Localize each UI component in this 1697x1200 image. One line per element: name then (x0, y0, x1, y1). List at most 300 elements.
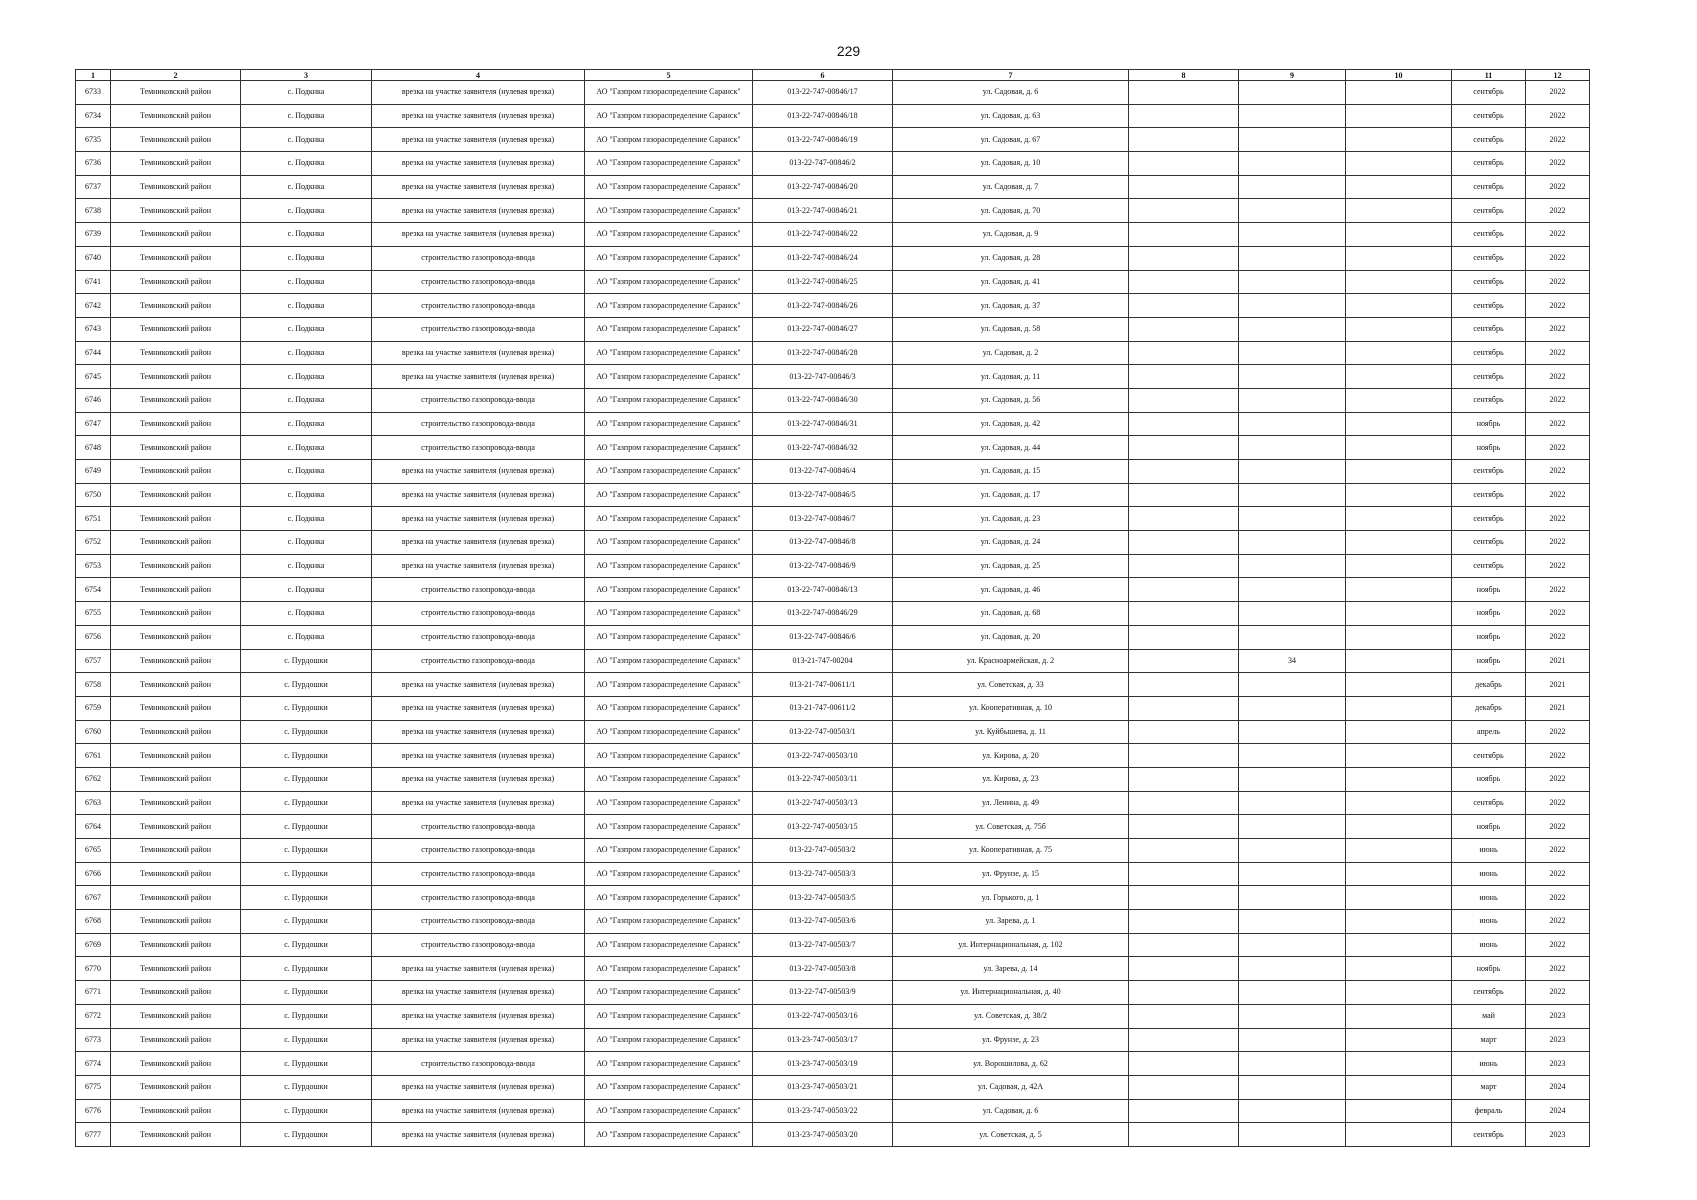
table-row (76, 649, 1590, 673)
table-cell-col-10 (1346, 412, 1452, 436)
table-row (76, 507, 1590, 531)
table-cell-col-11: ноябрь (1452, 957, 1526, 981)
table-cell-col-4: строительство газопровода-ввода (372, 294, 585, 318)
table-cell-col-4: врезка на участке заявителя (нулевая врезка) (372, 767, 585, 791)
table-cell-col-6: 013-22-747-00503/7 (753, 933, 893, 957)
table-cell-col-9 (1239, 317, 1346, 341)
table-cell-col-8 (1129, 981, 1239, 1005)
table-cell-col-7: ул. Садовая, д. 6 (893, 1099, 1129, 1123)
table-cell-col-6: 013-22-747-00503/5 (753, 886, 893, 910)
table-cell-col-6: 013-22-747-00846/9 (753, 554, 893, 578)
table-cell-col-2: Темниковский район (111, 175, 241, 199)
table-cell-col-6: 013-22-747-00846/18 (753, 104, 893, 128)
table-cell-col-3: с. Пурдошки (241, 1099, 372, 1123)
table-cell-col-2: Темниковский район (111, 81, 241, 105)
table-cell-col-4: строительство газопровода-ввода (372, 862, 585, 886)
table-cell-col-11: сентябрь (1452, 365, 1526, 389)
table-cell-col-7: ул. Садовая, д. 56 (893, 388, 1129, 412)
table-cell-col-5: АО "Газпром газораспределение Саранск" (585, 531, 753, 555)
table-cell-col-9 (1239, 436, 1346, 460)
table-cell-col-4: врезка на участке заявителя (нулевая врезка) (372, 1099, 585, 1123)
table-cell-col-4: врезка на участке заявителя (нулевая врезка) (372, 1004, 585, 1028)
table-cell-col-7: ул. Фрунзе, д. 15 (893, 862, 1129, 886)
table-cell-col-10 (1346, 886, 1452, 910)
table-row (76, 1028, 1590, 1052)
table-cell-col-12: 2022 (1526, 223, 1590, 247)
table-cell-col-10 (1346, 365, 1452, 389)
table-cell-col-11: сентябрь (1452, 199, 1526, 223)
table-cell-col-12: 2022 (1526, 388, 1590, 412)
table-cell-col-6: 013-22-747-00846/31 (753, 412, 893, 436)
table-cell-col-6: 013-23-747-00503/19 (753, 1052, 893, 1076)
table-cell-col-2: Темниковский район (111, 460, 241, 484)
table-cell-col-6: 013-22-747-00846/30 (753, 388, 893, 412)
table-cell-col-2: Темниковский район (111, 104, 241, 128)
table-cell-col-2: Темниковский район (111, 720, 241, 744)
table-cell-col-10 (1346, 720, 1452, 744)
table-cell-col-8 (1129, 554, 1239, 578)
table-row (76, 767, 1590, 791)
table-row (76, 910, 1590, 934)
table-cell-col-4: врезка на участке заявителя (нулевая врезка) (372, 673, 585, 697)
table-cell-col-9 (1239, 1052, 1346, 1076)
table-cell-col-10 (1346, 507, 1452, 531)
table-cell-col-11: сентябрь (1452, 104, 1526, 128)
table-row (76, 744, 1590, 768)
table-cell-col-8 (1129, 152, 1239, 176)
table-row (76, 933, 1590, 957)
table-cell-col-8 (1129, 957, 1239, 981)
table-cell-col-10 (1346, 910, 1452, 934)
table-cell-col-7: ул. Садовая, д. 67 (893, 128, 1129, 152)
table-cell-col-5: АО "Газпром газораспределение Саранск" (585, 886, 753, 910)
table-row (76, 696, 1590, 720)
table-cell-col-5: АО "Газпром газораспределение Саранск" (585, 128, 753, 152)
table-cell-col-12: 2022 (1526, 815, 1590, 839)
table-cell-col-4: врезка на участке заявителя (нулевая врезка) (372, 199, 585, 223)
table-cell-col-5: АО "Газпром газораспределение Саранск" (585, 767, 753, 791)
table-cell-col-1: 6739 (76, 223, 111, 247)
table-row (76, 791, 1590, 815)
table-cell-col-8 (1129, 104, 1239, 128)
table-cell-col-9 (1239, 128, 1346, 152)
table-cell-col-3: с. Подкнка (241, 246, 372, 270)
table-cell-col-11: июнь (1452, 1052, 1526, 1076)
table-cell-col-4: строительство газопровода-ввода (372, 886, 585, 910)
table-cell-col-2: Темниковский район (111, 223, 241, 247)
table-cell-col-3: с. Пурдошки (241, 957, 372, 981)
table-cell-col-9 (1239, 815, 1346, 839)
table-cell-col-10 (1346, 981, 1452, 1005)
table-cell-col-2: Темниковский район (111, 696, 241, 720)
table-cell-col-10 (1346, 175, 1452, 199)
table-cell-col-8 (1129, 767, 1239, 791)
table-cell-col-1: 6773 (76, 1028, 111, 1052)
table-cell-col-12: 2022 (1526, 791, 1590, 815)
table-cell-col-5: АО "Газпром газораспределение Саранск" (585, 1123, 753, 1147)
table-cell-col-5: АО "Газпром газораспределение Саранск" (585, 175, 753, 199)
table-cell-col-7: ул. Кооперативная, д. 75 (893, 839, 1129, 863)
table-cell-col-8 (1129, 815, 1239, 839)
table-cell-col-6: 013-22-747-00846/25 (753, 270, 893, 294)
table-cell-col-1: 6737 (76, 175, 111, 199)
table-cell-col-7: ул. Садовая, д. 63 (893, 104, 1129, 128)
table-cell-col-8 (1129, 791, 1239, 815)
table-cell-col-5: АО "Газпром газораспределение Саранск" (585, 673, 753, 697)
table-cell-col-5: АО "Газпром газораспределение Саранск" (585, 388, 753, 412)
table-row (76, 223, 1590, 247)
table-cell-col-9 (1239, 483, 1346, 507)
table-row (76, 294, 1590, 318)
table-cell-col-1: 6768 (76, 910, 111, 934)
table-cell-col-6: 013-22-747-00846/29 (753, 602, 893, 626)
table-cell-col-8 (1129, 862, 1239, 886)
table-cell-col-3: с. Подкнка (241, 412, 372, 436)
table-cell-col-6: 013-22-747-00846/6 (753, 625, 893, 649)
table-row (76, 365, 1590, 389)
table-cell-col-7: ул. Садовая, д. 44 (893, 436, 1129, 460)
table-cell-col-4: строительство газопровода-ввода (372, 270, 585, 294)
table-cell-col-1: 6766 (76, 862, 111, 886)
table-cell-col-6: 013-22-747-00846/19 (753, 128, 893, 152)
table-cell-col-4: врезка на участке заявителя (нулевая врезка) (372, 152, 585, 176)
column-header-1: 1 (76, 70, 111, 81)
table-cell-col-9 (1239, 981, 1346, 1005)
table-cell-col-3: с. Подкнка (241, 365, 372, 389)
table-cell-col-3: с. Подкнка (241, 625, 372, 649)
table-cell-col-9 (1239, 81, 1346, 105)
table-cell-col-1: 6754 (76, 578, 111, 602)
table-cell-col-4: врезка на участке заявителя (нулевая врезка) (372, 1075, 585, 1099)
table-cell-col-2: Темниковский район (111, 673, 241, 697)
table-cell-col-5: АО "Газпром газораспределение Саранск" (585, 602, 753, 626)
table-row (76, 839, 1590, 863)
table-cell-col-9 (1239, 270, 1346, 294)
table-cell-col-10 (1346, 933, 1452, 957)
table-cell-col-5: АО "Газпром газораспределение Саранск" (585, 578, 753, 602)
table-cell-col-4: врезка на участке заявителя (нулевая врезка) (372, 341, 585, 365)
table-cell-col-11: март (1452, 1028, 1526, 1052)
table-cell-col-9 (1239, 578, 1346, 602)
table-cell-col-11: сентябрь (1452, 981, 1526, 1005)
table-cell-col-2: Темниковский район (111, 483, 241, 507)
table-cell-col-11: сентябрь (1452, 744, 1526, 768)
table-cell-col-7: ул. Садовая, д. 42А (893, 1075, 1129, 1099)
table-cell-col-6: 013-23-747-00503/20 (753, 1123, 893, 1147)
table-cell-col-7: ул. Садовая, д. 70 (893, 199, 1129, 223)
table-row (76, 246, 1590, 270)
table-cell-col-7: ул. Садовая, д. 28 (893, 246, 1129, 270)
table-cell-col-7: ул. Кирова, д. 23 (893, 767, 1129, 791)
table-cell-col-4: строительство газопровода-ввода (372, 388, 585, 412)
table-cell-col-4: врезка на участке заявителя (нулевая врезка) (372, 744, 585, 768)
table-cell-col-5: АО "Газпром газораспределение Саранск" (585, 152, 753, 176)
table-cell-col-4: строительство газопровода-ввода (372, 910, 585, 934)
table-cell-col-8 (1129, 744, 1239, 768)
table-row (76, 1052, 1590, 1076)
column-header-5: 5 (585, 70, 753, 81)
table-cell-col-11: ноябрь (1452, 625, 1526, 649)
table-cell-col-10 (1346, 554, 1452, 578)
table-cell-col-6: 013-22-747-00846/4 (753, 460, 893, 484)
table-cell-col-9 (1239, 673, 1346, 697)
page-number: 229 (836, 43, 861, 59)
table-cell-col-12: 2022 (1526, 199, 1590, 223)
table-cell-col-5: АО "Газпром газораспределение Саранск" (585, 933, 753, 957)
table-cell-col-6: 013-22-747-00503/9 (753, 981, 893, 1005)
table-cell-col-10 (1346, 270, 1452, 294)
table-cell-col-9 (1239, 933, 1346, 957)
table-cell-col-6: 013-22-747-00846/27 (753, 317, 893, 341)
table-cell-col-2: Темниковский район (111, 1004, 241, 1028)
table-cell-col-11: ноябрь (1452, 412, 1526, 436)
table-cell-col-2: Темниковский район (111, 767, 241, 791)
table-cell-col-12: 2023 (1526, 1028, 1590, 1052)
table-cell-col-8 (1129, 578, 1239, 602)
table-row (76, 1123, 1590, 1147)
table-cell-col-3: с. Пурдошки (241, 981, 372, 1005)
table-cell-col-12: 2022 (1526, 341, 1590, 365)
table-cell-col-9 (1239, 460, 1346, 484)
table-cell-col-6: 013-22-747-00503/6 (753, 910, 893, 934)
table-cell-col-1: 6733 (76, 81, 111, 105)
table-row (76, 531, 1590, 555)
table-cell-col-1: 6751 (76, 507, 111, 531)
table-cell-col-5: АО "Газпром газораспределение Саранск" (585, 460, 753, 484)
table-cell-col-7: ул. Интернациональная, д. 40 (893, 981, 1129, 1005)
table-cell-col-10 (1346, 1075, 1452, 1099)
table-cell-col-5: АО "Газпром газораспределение Саранск" (585, 104, 753, 128)
table-cell-col-9 (1239, 1123, 1346, 1147)
table-cell-col-7: ул. Садовая, д. 23 (893, 507, 1129, 531)
table-cell-col-7: ул. Садовая, д. 17 (893, 483, 1129, 507)
table-cell-col-4: строительство газопровода-ввода (372, 436, 585, 460)
table-cell-col-8 (1129, 388, 1239, 412)
table-cell-col-10 (1346, 815, 1452, 839)
table-cell-col-2: Темниковский район (111, 744, 241, 768)
table-cell-col-1: 6742 (76, 294, 111, 318)
table-cell-col-7: ул. Садовая, д. 68 (893, 602, 1129, 626)
table-cell-col-9 (1239, 507, 1346, 531)
table-cell-col-4: врезка на участке заявителя (нулевая врезка) (372, 365, 585, 389)
table-cell-col-12: 2024 (1526, 1099, 1590, 1123)
table-cell-col-5: АО "Газпром газораспределение Саранск" (585, 649, 753, 673)
table-cell-col-2: Темниковский район (111, 578, 241, 602)
table-cell-col-7: ул. Садовая, д. 6 (893, 81, 1129, 105)
table-cell-col-7: ул. Садовая, д. 24 (893, 531, 1129, 555)
table-cell-col-1: 6758 (76, 673, 111, 697)
table-cell-col-7: ул. Садовая, д. 25 (893, 554, 1129, 578)
table-cell-col-6: 013-22-747-00503/11 (753, 767, 893, 791)
column-header-10: 10 (1346, 70, 1452, 81)
table-cell-col-8 (1129, 294, 1239, 318)
table-cell-col-7: ул. Садовая, д. 2 (893, 341, 1129, 365)
table-cell-col-1: 6769 (76, 933, 111, 957)
table-cell-col-8 (1129, 436, 1239, 460)
column-header-2: 2 (111, 70, 241, 81)
table-cell-col-11: сентябрь (1452, 483, 1526, 507)
table-cell-col-10 (1346, 152, 1452, 176)
table-cell-col-6: 013-22-747-00503/16 (753, 1004, 893, 1028)
table-cell-col-5: АО "Газпром газораспределение Саранск" (585, 1052, 753, 1076)
table-cell-col-12: 2022 (1526, 625, 1590, 649)
table-cell-col-7: ул. Садовая, д. 41 (893, 270, 1129, 294)
table-row (76, 554, 1590, 578)
table-cell-col-2: Темниковский район (111, 246, 241, 270)
table-cell-col-7: ул. Садовая, д. 37 (893, 294, 1129, 318)
table-cell-col-3: с. Пурдошки (241, 649, 372, 673)
table-cell-col-9 (1239, 1099, 1346, 1123)
table-cell-col-6: 013-22-747-00846/7 (753, 507, 893, 531)
table-cell-col-3: с. Подкнка (241, 578, 372, 602)
table-cell-col-2: Темниковский район (111, 886, 241, 910)
table-cell-col-8 (1129, 696, 1239, 720)
table-cell-col-1: 6776 (76, 1099, 111, 1123)
table-cell-col-10 (1346, 839, 1452, 863)
table-cell-col-2: Темниковский район (111, 625, 241, 649)
column-header-7: 7 (893, 70, 1129, 81)
table-cell-col-2: Темниковский район (111, 839, 241, 863)
table-cell-col-2: Темниковский район (111, 649, 241, 673)
table-cell-col-10 (1346, 81, 1452, 105)
table-cell-col-10 (1346, 317, 1452, 341)
table-cell-col-2: Темниковский район (111, 152, 241, 176)
table-cell-col-5: АО "Газпром газораспределение Саранск" (585, 412, 753, 436)
table-row (76, 673, 1590, 697)
table-cell-col-5: АО "Газпром газораспределение Саранск" (585, 554, 753, 578)
table-cell-col-12: 2021 (1526, 673, 1590, 697)
column-header-3: 3 (241, 70, 372, 81)
table-cell-col-6: 013-22-747-00503/15 (753, 815, 893, 839)
table-cell-col-9 (1239, 554, 1346, 578)
table-cell-col-7: ул. Садовая, д. 42 (893, 412, 1129, 436)
table-cell-col-7: ул. Интернациональная, д. 102 (893, 933, 1129, 957)
table-cell-col-6: 013-22-747-00846/17 (753, 81, 893, 105)
table-cell-col-5: АО "Газпром газораспределение Саранск" (585, 199, 753, 223)
table-cell-col-2: Темниковский район (111, 815, 241, 839)
table-cell-col-3: с. Подкнка (241, 175, 372, 199)
table-cell-col-3: с. Подкнка (241, 388, 372, 412)
table-cell-col-5: АО "Газпром газораспределение Саранск" (585, 365, 753, 389)
table-cell-col-11: ноябрь (1452, 578, 1526, 602)
table-cell-col-4: строительство газопровода-ввода (372, 602, 585, 626)
table-cell-col-11: сентябрь (1452, 1123, 1526, 1147)
table-cell-col-2: Темниковский район (111, 388, 241, 412)
table-row (76, 412, 1590, 436)
table-cell-col-7: ул. Садовая, д. 15 (893, 460, 1129, 484)
table-cell-col-6: 013-22-747-00846/32 (753, 436, 893, 460)
table-cell-col-1: 6772 (76, 1004, 111, 1028)
table-cell-col-10 (1346, 199, 1452, 223)
table-cell-col-7: ул. Кооперативная, д. 10 (893, 696, 1129, 720)
table-cell-col-11: сентябрь (1452, 554, 1526, 578)
table-cell-col-5: АО "Газпром газораспределение Саранск" (585, 862, 753, 886)
table-cell-col-8 (1129, 1075, 1239, 1099)
table-cell-col-5: АО "Газпром газораспределение Саранск" (585, 1099, 753, 1123)
table-cell-col-1: 6761 (76, 744, 111, 768)
table-cell-col-6: 013-22-747-00846/28 (753, 341, 893, 365)
table-cell-col-6: 013-21-747-00204 (753, 649, 893, 673)
table-cell-col-5: АО "Газпром газораспределение Саранск" (585, 981, 753, 1005)
table-cell-col-1: 6741 (76, 270, 111, 294)
table-cell-col-10 (1346, 223, 1452, 247)
table-cell-col-11: июнь (1452, 886, 1526, 910)
table-cell-col-11: сентябрь (1452, 294, 1526, 318)
table-cell-col-11: сентябрь (1452, 507, 1526, 531)
header-row (76, 70, 1590, 81)
table-cell-col-8 (1129, 270, 1239, 294)
table-cell-col-4: врезка на участке заявителя (нулевая врезка) (372, 1123, 585, 1147)
table-cell-col-8 (1129, 412, 1239, 436)
table-cell-col-5: АО "Газпром газораспределение Саранск" (585, 696, 753, 720)
table-cell-col-12: 2022 (1526, 886, 1590, 910)
table-cell-col-1: 6764 (76, 815, 111, 839)
table-cell-col-11: ноябрь (1452, 649, 1526, 673)
table-cell-col-12: 2022 (1526, 602, 1590, 626)
table-cell-col-9 (1239, 602, 1346, 626)
table-cell-col-12: 2022 (1526, 531, 1590, 555)
table-cell-col-9: 34 (1239, 649, 1346, 673)
table-row (76, 152, 1590, 176)
table-cell-col-11: ноябрь (1452, 436, 1526, 460)
table-cell-col-12: 2022 (1526, 981, 1590, 1005)
table-cell-col-9 (1239, 341, 1346, 365)
table-cell-col-11: май (1452, 1004, 1526, 1028)
table-cell-col-11: сентябрь (1452, 531, 1526, 555)
table-cell-col-6: 013-22-747-00503/8 (753, 957, 893, 981)
table-cell-col-11: июнь (1452, 862, 1526, 886)
table-cell-col-1: 6749 (76, 460, 111, 484)
table-cell-col-3: с. Пурдошки (241, 767, 372, 791)
table-cell-col-3: с. Подкнка (241, 128, 372, 152)
table-cell-col-2: Темниковский район (111, 412, 241, 436)
table-cell-col-10 (1346, 767, 1452, 791)
table-cell-col-3: с. Пурдошки (241, 839, 372, 863)
table-cell-col-3: с. Пурдошки (241, 1028, 372, 1052)
table-cell-col-9 (1239, 910, 1346, 934)
table-cell-col-9 (1239, 720, 1346, 744)
table-cell-col-3: с. Подкнка (241, 104, 372, 128)
table-cell-col-12: 2022 (1526, 862, 1590, 886)
table-cell-col-9 (1239, 839, 1346, 863)
table-cell-col-6: 013-22-747-00846/13 (753, 578, 893, 602)
table-cell-col-8 (1129, 246, 1239, 270)
table-cell-col-9 (1239, 886, 1346, 910)
table-cell-col-7: ул. Зарева, д. 1 (893, 910, 1129, 934)
table-cell-col-1: 6743 (76, 317, 111, 341)
table-cell-col-12: 2022 (1526, 104, 1590, 128)
table-cell-col-5: АО "Газпром газораспределение Саранск" (585, 223, 753, 247)
table-cell-col-4: строительство газопровода-ввода (372, 1052, 585, 1076)
table-cell-col-12: 2022 (1526, 270, 1590, 294)
table-cell-col-3: с. Подкнка (241, 460, 372, 484)
table-cell-col-10 (1346, 341, 1452, 365)
table-cell-col-12: 2022 (1526, 152, 1590, 176)
table-cell-col-2: Темниковский район (111, 602, 241, 626)
table-cell-col-3: с. Пурдошки (241, 910, 372, 934)
table-cell-col-1: 6738 (76, 199, 111, 223)
table-cell-col-4: врезка на участке заявителя (нулевая врезка) (372, 696, 585, 720)
table-cell-col-3: с. Пурдошки (241, 720, 372, 744)
table-cell-col-11: сентябрь (1452, 270, 1526, 294)
table-cell-col-12: 2022 (1526, 578, 1590, 602)
table-cell-col-4: строительство газопровода-ввода (372, 317, 585, 341)
table-cell-col-9 (1239, 791, 1346, 815)
table-cell-col-4: врезка на участке заявителя (нулевая врезка) (372, 957, 585, 981)
table-cell-col-10 (1346, 625, 1452, 649)
table-cell-col-5: АО "Газпром газораспределение Саранск" (585, 317, 753, 341)
table-cell-col-3: с. Пурдошки (241, 933, 372, 957)
